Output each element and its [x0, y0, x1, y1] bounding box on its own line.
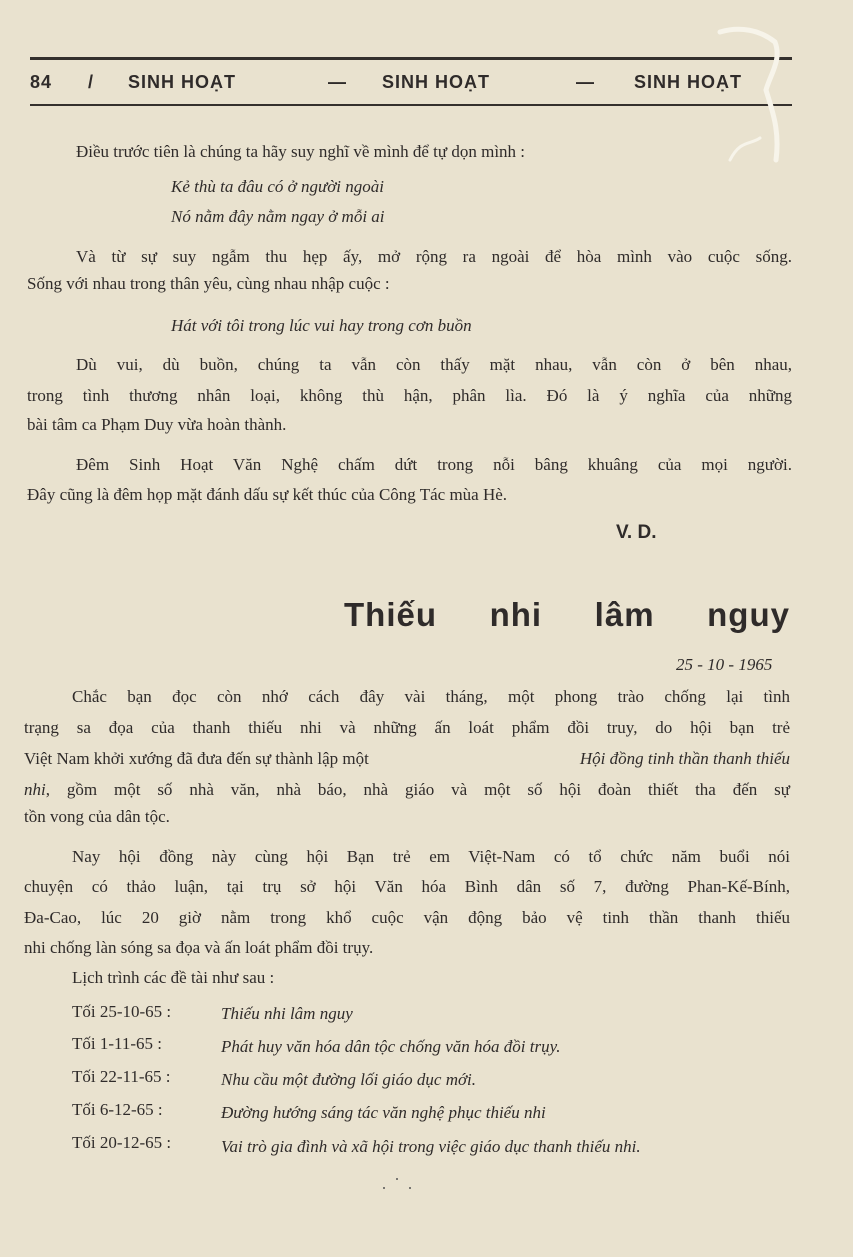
paragraph-line	[24, 749, 790, 769]
schedule-date: Tối 22-11-65 :	[72, 1067, 171, 1086]
paragraph-line: Điều trước tiên là chúng ta hãy suy nghĩ về mình để tự dọn mình :	[76, 142, 526, 161]
ornament-dot	[409, 1187, 411, 1189]
title-word: Thiếu	[344, 596, 437, 633]
paragraph-line: trong tình thương nhân loại, không thù hận, phân lìa. Đó là ý nghĩa của những	[27, 386, 792, 405]
title-word: nhi	[489, 596, 543, 633]
text-run-italic: Hội đồng tinh thần thanh thiếu	[579, 749, 790, 768]
schedule-topic: Thiếu nhi lâm nguy	[221, 1004, 353, 1023]
paragraph-line: chuyện có thảo luận, tại trụ sở hội Văn hóa Bình dân số 7, đường Phan-Kế-Bính,	[24, 877, 790, 896]
schedule-date: Tối 6-12-65 :	[72, 1100, 163, 1119]
text-run: Việt Nam khởi xướng đã đưa đến sự thành lập một	[24, 749, 374, 768]
ornament-dot	[396, 1178, 398, 1180]
running-head-dash: —	[328, 72, 347, 92]
header-separator: /	[88, 72, 95, 92]
schedule-topic: Nhu cầu một đường lối giáo dục mới.	[221, 1070, 477, 1089]
quote-line: Kẻ thù ta đâu có ở người ngoài	[171, 177, 384, 196]
title-word: nguy	[707, 596, 790, 633]
text-run-italic: nhi	[24, 780, 46, 799]
schedule-date: Tối 1-11-65 :	[72, 1034, 163, 1053]
schedule-intro: Lịch trình các đề tài như sau :	[72, 968, 275, 987]
paragraph-line: Sống với nhau trong thân yêu, cùng nhau nhập cuộc :	[27, 274, 390, 293]
schedule-date: Tối 20-12-65 :	[72, 1133, 172, 1152]
schedule-topic: Đường hướng sáng tác văn nghệ phục thiếu nhi	[221, 1103, 546, 1122]
paragraph-line: Đa-Cao, lúc 20 giờ nằm trong khổ cuộc vận động bảo vệ tinh thần thanh thiếu	[24, 908, 790, 927]
text-run: , gồm một số nhà văn, nhà báo, nhà giáo và một số hội đoàn thiết tha đến sự	[45, 780, 790, 799]
schedule-topic: Phát huy văn hóa dân tộc chống văn hóa đồi trụy.	[221, 1037, 561, 1056]
quote-line: Hát với tôi trong lúc vui hay trong cơn buồn	[171, 316, 472, 335]
paragraph-line	[24, 780, 790, 800]
quote-line: Nó nằm đây nằm ngay ở mỗi ai	[171, 207, 385, 226]
paragraph-line: trạng sa đọa của thanh thiếu nhi và những ấn loát phẩm đồi truy, do hội bạn trẻ	[24, 718, 790, 737]
paragraph-line: tồn vong của dân tộc.	[24, 807, 170, 826]
paragraph-line: Đây cũng là đêm họp mặt đánh dấu sự kết thúc của Công Tác mùa Hè.	[27, 485, 508, 504]
running-head-dash: —	[576, 72, 595, 92]
author-signature: V. D.	[616, 522, 657, 543]
ornament-dot	[383, 1187, 385, 1189]
header-rule-top	[30, 57, 792, 60]
running-head	[30, 68, 792, 98]
running-head-title: SINH HOẠT	[128, 72, 236, 92]
schedule-date: Tối 25-10-65 :	[72, 1002, 172, 1021]
schedule-topic: Vai trò gia đình và xã hội trong việc giáo dục thanh thiếu nhi.	[221, 1137, 641, 1156]
running-head-title: SINH HOẠT	[634, 72, 742, 92]
article-date: 25 - 10 - 1965	[676, 655, 773, 674]
article-title	[344, 596, 790, 634]
paragraph-line: Nay hội đồng này cùng hội Bạn trẻ em Việt-Nam có tổ chức năm buổi nói	[72, 847, 790, 866]
running-head-title: SINH HOẠT	[382, 72, 490, 92]
paper-tear-mark	[700, 20, 790, 170]
paragraph-line: Đêm Sinh Hoạt Văn Nghệ chấm dứt trong nỗi bâng khuâng của mọi người.	[76, 455, 792, 474]
header-rule-bottom	[30, 104, 792, 106]
paragraph-line: Và từ sự suy ngẫm thu hẹp ấy, mở rộng ra ngoài để hòa mình vào cuộc sống.	[76, 247, 792, 266]
paragraph-line: bài tâm ca Phạm Duy vừa hoàn thành.	[27, 415, 287, 434]
page-number: 84	[30, 72, 53, 92]
paragraph-line: nhi chống làn sóng sa đọa và ấn loát phẩm đồi trụy.	[24, 938, 374, 957]
paragraph-line: Dù vui, dù buồn, chúng ta vẫn còn thấy mặt nhau, vẫn còn ở bên nhau,	[76, 355, 792, 374]
paragraph-line: Chắc bạn đọc còn nhớ cách đây vài tháng, một phong trào chống lại tình	[72, 687, 790, 706]
title-word: lâm	[594, 596, 655, 633]
